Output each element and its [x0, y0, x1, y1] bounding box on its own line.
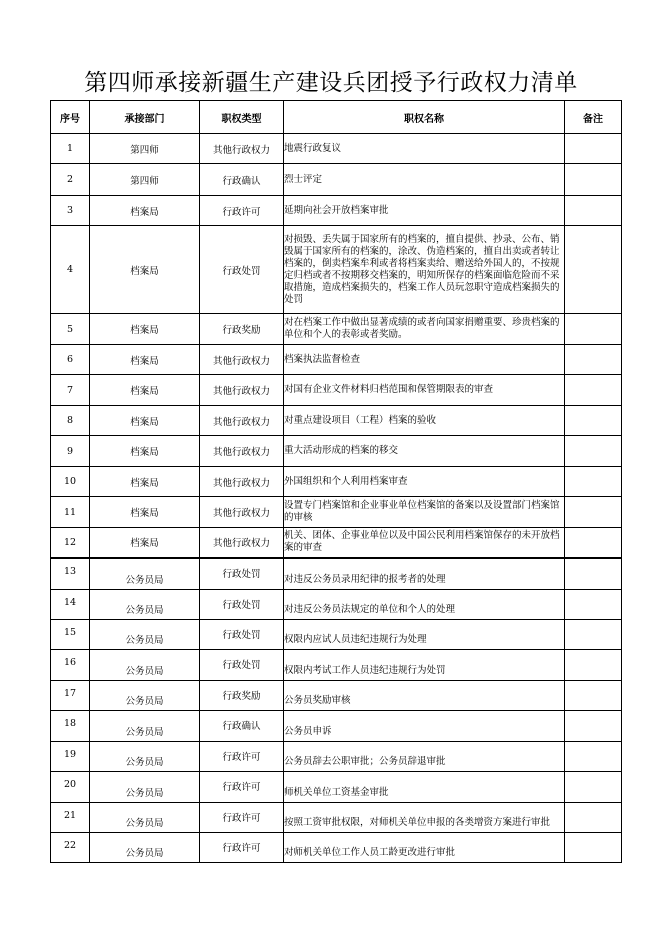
row-note [565, 196, 622, 226]
row-power-type: 其他行政权力 [200, 134, 284, 164]
page-title: 第四师承接新疆生产建设兵团授予行政权力清单 [84, 70, 578, 96]
table-row [51, 711, 622, 742]
table-row [51, 314, 622, 345]
table-row [51, 134, 622, 164]
row-power-name: 权限内应试人员违纪违规行为处理 [284, 620, 565, 650]
row-note [565, 711, 622, 742]
power-list-table [50, 100, 622, 863]
row-power-name: 公务员辞去公职审批；公务员辞退审批 [284, 742, 565, 772]
row-number: 17 [51, 681, 90, 711]
row-power-name: 对在档案工作中做出显著成绩的或者向国家捐赠重要、珍贵档案的单位和个人的表彰或者奖励。 [284, 314, 565, 345]
table-row [51, 345, 622, 375]
row-power-name: 对国有企业文件材料归档范围和保管期限表的审查 [284, 375, 565, 406]
table-row [51, 467, 622, 497]
row-note [565, 833, 622, 863]
header-num: 序号 [51, 101, 90, 134]
row-power-name: 重大活动形成的档案的移交 [284, 436, 565, 467]
row-number: 10 [51, 467, 90, 497]
row-power-name: 外国组织和个人利用档案审查 [284, 467, 565, 497]
table-row [51, 742, 622, 772]
row-department: 档案局 [90, 196, 200, 226]
row-department: 公务员局 [90, 650, 200, 681]
row-number: 20 [51, 772, 90, 803]
row-power-name: 烈士评定 [284, 164, 565, 196]
row-power-name: 公务员奖励审核 [284, 681, 565, 711]
row-note [565, 742, 622, 772]
row-power-name: 对违反公务员法规定的单位和个人的处理 [284, 590, 565, 620]
row-power-name: 公务员申诉 [284, 711, 565, 742]
row-power-type: 行政处罚 [200, 558, 284, 590]
table-row [51, 833, 622, 863]
row-power-name: 按照工资审批权限，对师机关单位申报的各类增资方案进行审批 [284, 803, 565, 833]
row-power-type: 行政处罚 [200, 650, 284, 681]
row-note [565, 681, 622, 711]
row-number: 22 [51, 833, 90, 863]
row-department: 档案局 [90, 497, 200, 528]
row-power-name: 对重点建设项目（工程）档案的验收 [284, 406, 565, 436]
table-row [51, 620, 622, 650]
row-note [565, 772, 622, 803]
row-power-type: 行政确认 [200, 711, 284, 742]
row-power-type: 其他行政权力 [200, 497, 284, 528]
row-number: 21 [51, 803, 90, 833]
row-power-type: 行政许可 [200, 196, 284, 226]
row-note [565, 314, 622, 345]
row-power-type: 行政许可 [200, 833, 284, 863]
row-power-type: 其他行政权力 [200, 375, 284, 406]
row-number: 11 [51, 497, 90, 528]
row-power-type: 其他行政权力 [200, 467, 284, 497]
row-power-type: 其他行政权力 [200, 528, 284, 558]
table-row [51, 528, 622, 558]
row-department: 档案局 [90, 436, 200, 467]
row-power-type: 行政处罚 [200, 226, 284, 314]
table-row [51, 497, 622, 528]
row-power-name: 对损毁、丢失属于国家所有的档案的，擅自提供、抄录、公布、销毁属于国家所有的档案的，涂改、伪造档案的，擅自出卖或者转让档案的，倒卖档案牟利或者将档案卖给、赠送给外国人的，不按规定归档或者不按期移交档案的，明知所保存的档案面临危险而不采取措施，造成档案损失的，档案工作人员玩忽职守造成档案损失的处罚 [284, 226, 565, 314]
row-number: 6 [51, 345, 90, 375]
row-department: 档案局 [90, 226, 200, 314]
row-power-type: 行政许可 [200, 742, 284, 772]
row-power-type: 其他行政权力 [200, 345, 284, 375]
header-note: 备注 [565, 101, 622, 134]
row-department: 档案局 [90, 375, 200, 406]
row-note [565, 620, 622, 650]
table-row [51, 226, 622, 314]
row-note [565, 375, 622, 406]
row-number: 9 [51, 436, 90, 467]
row-power-type: 行政许可 [200, 803, 284, 833]
row-number: 1 [51, 134, 90, 164]
row-note [565, 558, 622, 590]
row-power-name: 机关、团体、企事业单位以及中国公民利用档案馆保存的未开放档案的审查 [284, 528, 565, 558]
row-power-name: 延期向社会开放档案审批 [284, 196, 565, 226]
table-row [51, 406, 622, 436]
row-number: 3 [51, 196, 90, 226]
row-power-type: 行政奖励 [200, 314, 284, 345]
row-number: 14 [51, 590, 90, 620]
row-power-type: 行政处罚 [200, 620, 284, 650]
row-power-name: 对违反公务员录用纪律的报考者的处理 [284, 558, 565, 590]
row-number: 13 [51, 558, 90, 590]
row-number: 16 [51, 650, 90, 681]
row-note [565, 803, 622, 833]
row-department: 公务员局 [90, 558, 200, 590]
row-power-name: 对师机关单位工作人员工龄更改进行审批 [284, 833, 565, 863]
row-power-type: 行政奖励 [200, 681, 284, 711]
table-row [51, 164, 622, 196]
row-power-name: 权限内考试工作人员违纪违规行为处罚 [284, 650, 565, 681]
row-department: 档案局 [90, 467, 200, 497]
row-note [565, 650, 622, 681]
row-department: 档案局 [90, 406, 200, 436]
row-number: 19 [51, 742, 90, 772]
row-note [565, 528, 622, 558]
row-number: 8 [51, 406, 90, 436]
row-note [565, 406, 622, 436]
row-number: 18 [51, 711, 90, 742]
row-department: 公务员局 [90, 620, 200, 650]
row-power-type: 行政确认 [200, 164, 284, 196]
row-number: 4 [51, 226, 90, 314]
row-note [565, 226, 622, 314]
row-department: 公务员局 [90, 742, 200, 772]
row-department: 公务员局 [90, 681, 200, 711]
table-row [51, 196, 622, 226]
row-note [565, 590, 622, 620]
row-note [565, 134, 622, 164]
row-number: 7 [51, 375, 90, 406]
table-row [51, 803, 622, 833]
table-row [51, 436, 622, 467]
header-name: 职权名称 [284, 101, 565, 134]
header-dept: 承接部门 [90, 101, 200, 134]
row-department: 第四师 [90, 164, 200, 196]
row-number: 2 [51, 164, 90, 196]
row-department: 第四师 [90, 134, 200, 164]
header-type: 职权类型 [200, 101, 284, 134]
row-note [565, 497, 622, 528]
row-note [565, 164, 622, 196]
row-power-name: 设置专门档案馆和企业事业单位档案馆的备案以及设置部门档案馆的审核 [284, 497, 565, 528]
row-department: 档案局 [90, 528, 200, 558]
row-department: 公务员局 [90, 772, 200, 803]
table-row [51, 558, 622, 590]
row-department: 公务员局 [90, 711, 200, 742]
table-row [51, 590, 622, 620]
row-note [565, 436, 622, 467]
row-power-name: 地震行政复议 [284, 134, 565, 164]
row-department: 公务员局 [90, 590, 200, 620]
row-number: 15 [51, 620, 90, 650]
row-power-name: 档案执法监督检查 [284, 345, 565, 375]
table-row [51, 650, 622, 681]
row-department: 档案局 [90, 314, 200, 345]
row-power-type: 其他行政权力 [200, 406, 284, 436]
row-department: 公务员局 [90, 833, 200, 863]
row-note [565, 345, 622, 375]
row-number: 5 [51, 314, 90, 345]
row-department: 档案局 [90, 345, 200, 375]
row-power-type: 行政许可 [200, 772, 284, 803]
table-row [51, 681, 622, 711]
row-power-type: 其他行政权力 [200, 436, 284, 467]
header-row [51, 101, 622, 134]
row-number: 12 [51, 528, 90, 558]
row-department: 公务员局 [90, 803, 200, 833]
row-note [565, 467, 622, 497]
row-power-type: 行政处罚 [200, 590, 284, 620]
row-power-name: 师机关单位工资基金审批 [284, 772, 565, 803]
table-row [51, 772, 622, 803]
table-row [51, 375, 622, 406]
